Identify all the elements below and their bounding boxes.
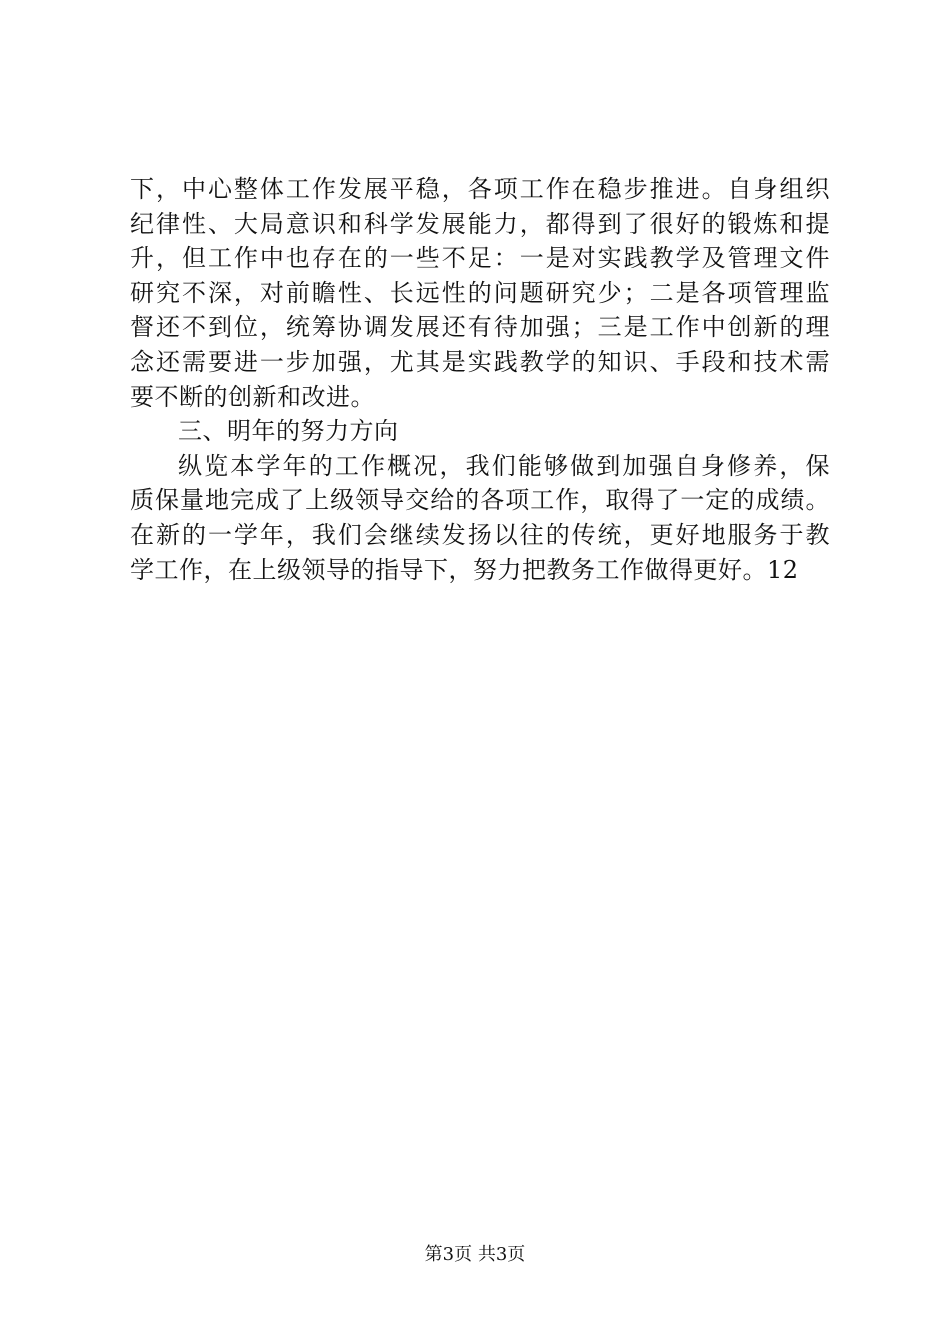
body-line-9: 纵览本学年的工作概况，我们能够做到加强自身修养，保 [178, 451, 830, 480]
body-line-10: 质保量地完成了上级领导交给的各项工作，取得了一定的成绩。 [130, 486, 830, 515]
body-line-11: 在新的一学年，我们会继续发扬以往的传统，更好地服务于教 [130, 520, 830, 549]
body-line-4: 研究不深，对前瞻性、长远性的问题研究少；二是各项管理监 [130, 278, 830, 307]
body-line-12: 学工作，在上级领导的指导下，努力把教务工作做得更好。12 [130, 555, 799, 584]
body-line-6: 念还需要进一步加强，尤其是实践教学的知识、手段和技术需 [130, 347, 830, 376]
body-line-1: 下，中心整体工作发展平稳，各项工作在稳步推进。自身组织 [130, 175, 830, 203]
body-line-3: 升，但工作中也存在的一些不足：一是对实践教学及管理文件 [130, 244, 830, 273]
page-number-footer: 第3页 共3页 [424, 1244, 526, 1265]
body-line-2: 纪律性、大局意识和科学发展能力，都得到了很好的锻炼和提 [130, 209, 830, 238]
body-line-7: 要不断的创新和改进。 [130, 382, 375, 411]
document-body [130, 172, 830, 587]
section-heading: 三、明年的努力方向 [178, 417, 399, 446]
body-line-5: 督还不到位，统筹协调发展还有待加强；三是工作中创新的理 [130, 313, 830, 342]
